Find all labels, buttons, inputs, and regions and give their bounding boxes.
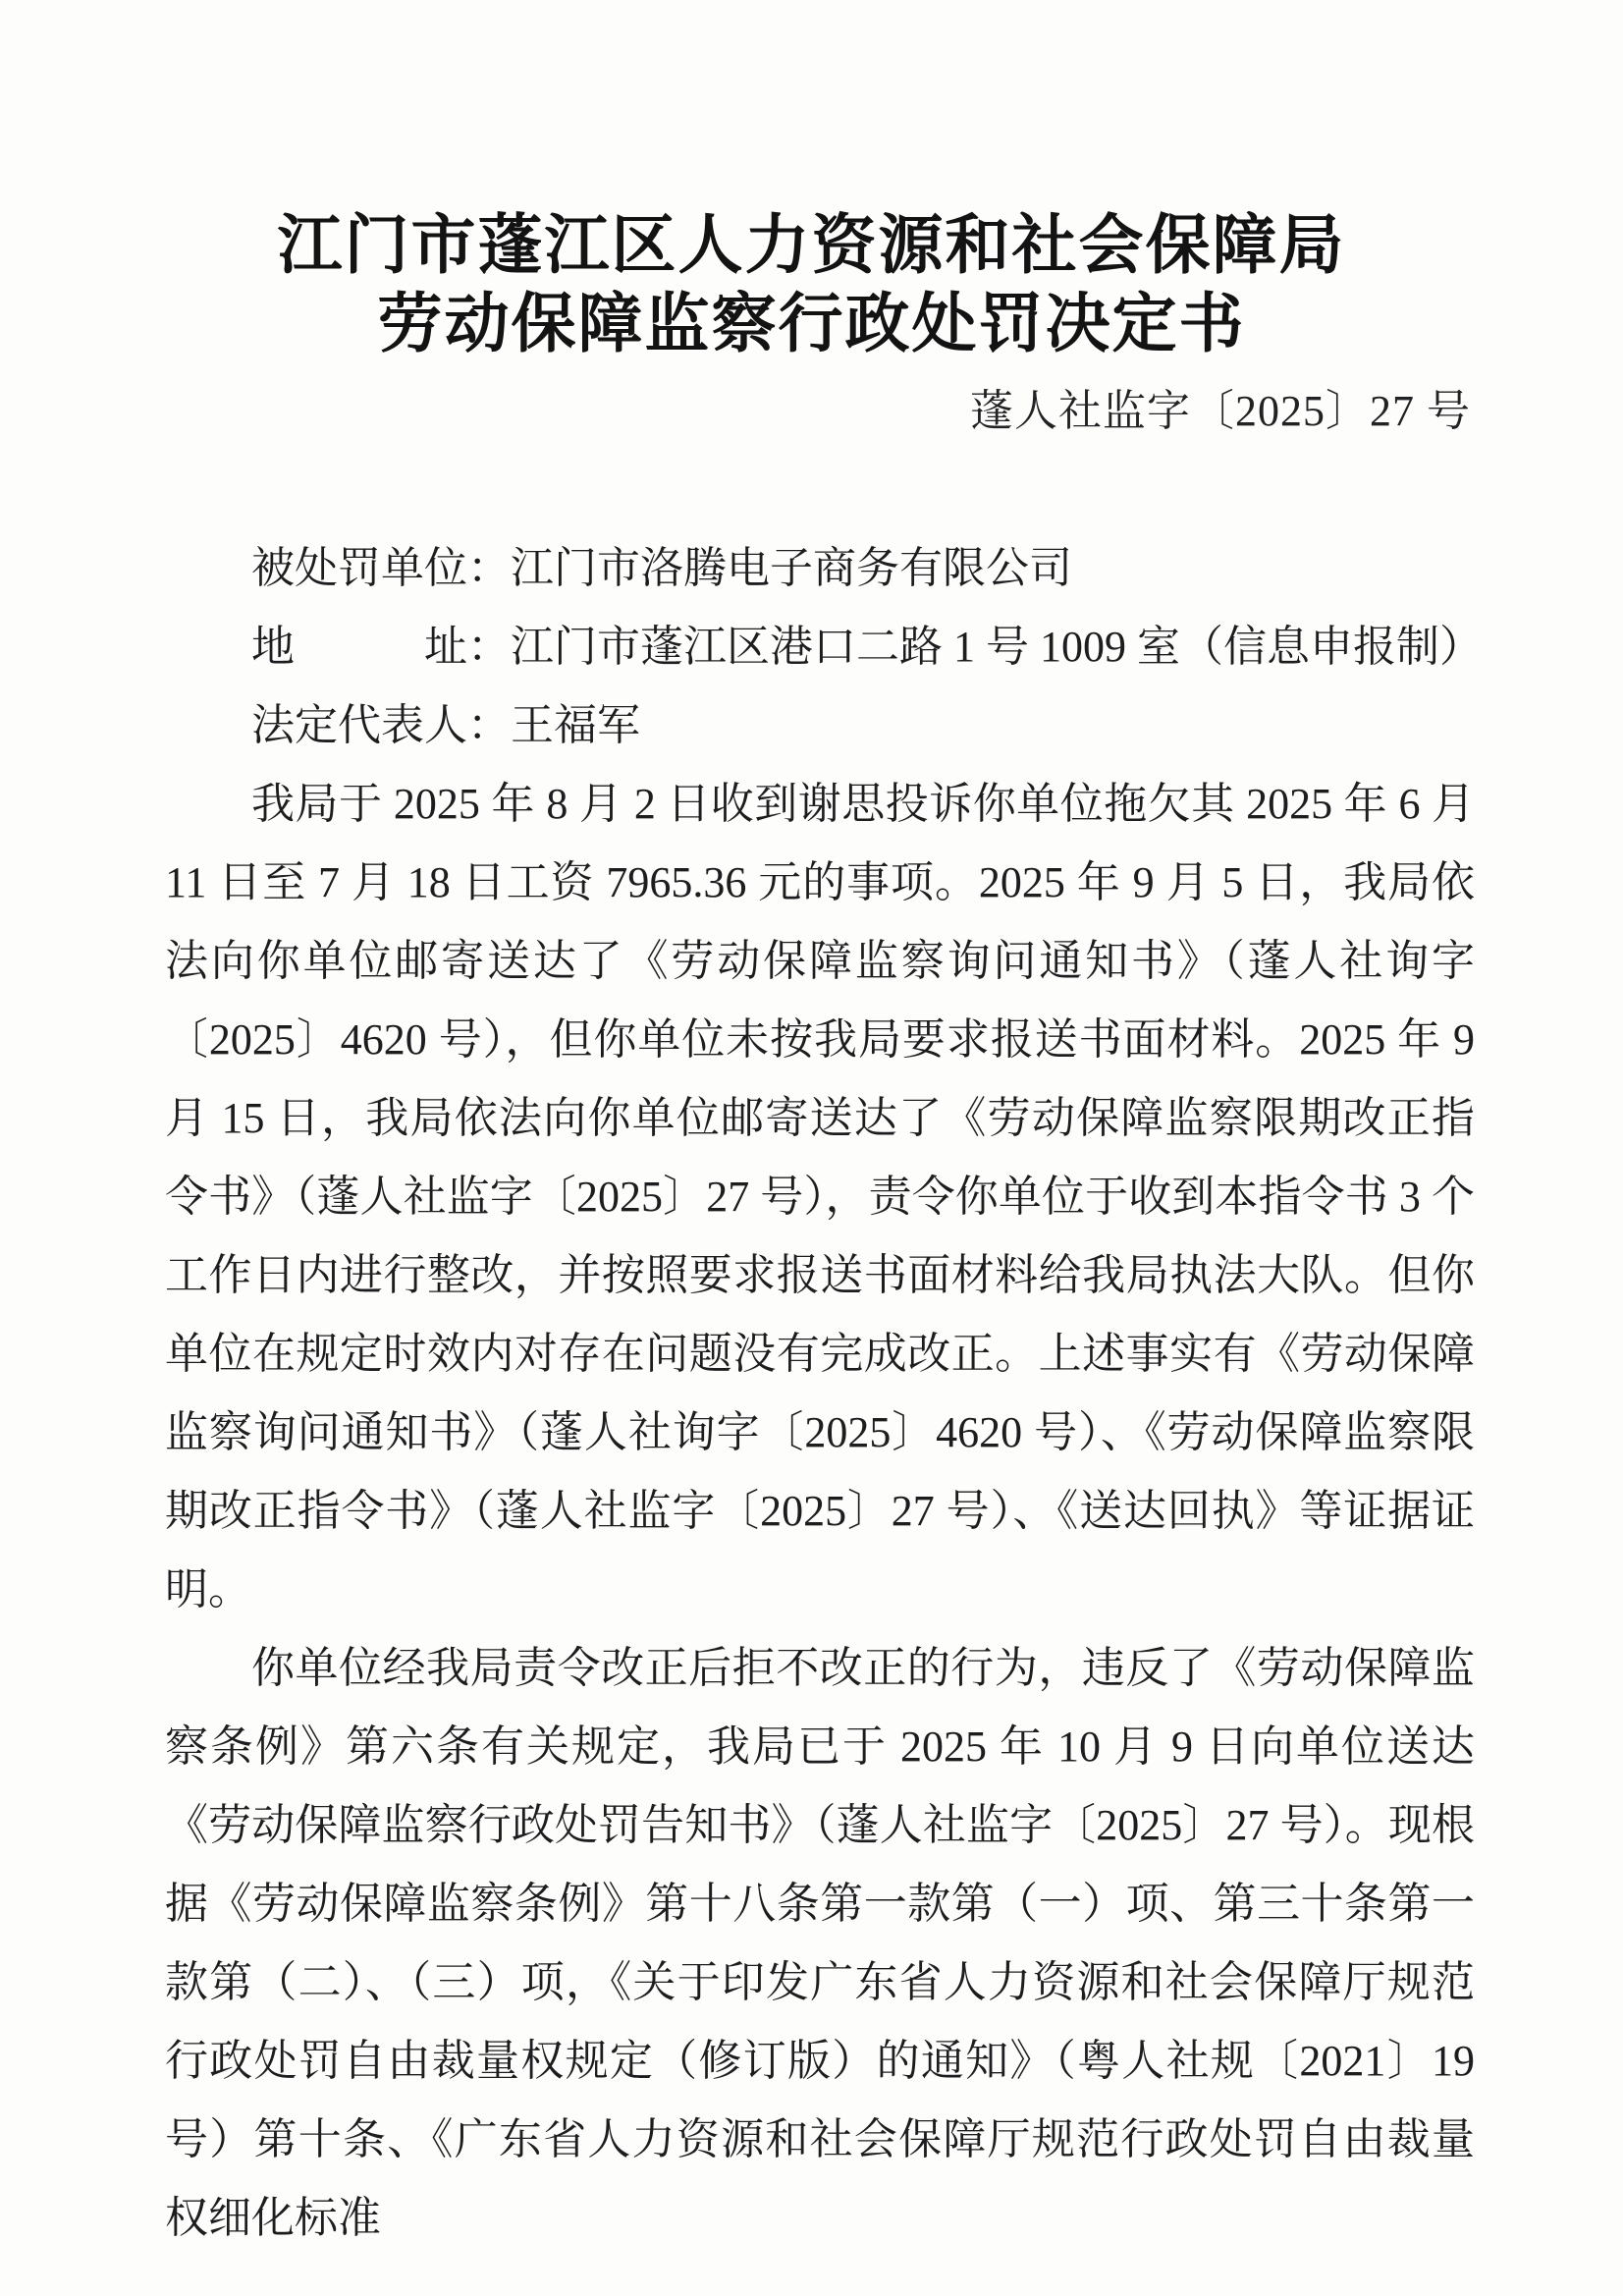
field-punished-unit [165,529,1475,608]
document-reference-number: 蓬人社监字〔2025〕27 号 [970,387,1471,435]
field-punished-unit-value: 江门市洛腾电子商务有限公司 [511,544,1072,592]
paragraph-case-facts: 我局于 2025 年 8 月 2 日收到谢思投诉你单位拖欠其 2025 年 6 月 11 日至 7 月 18 日工资 7965.36 元的事项。2025 年 9 月 5 日，我局依法向你单位邮寄送达了《劳动保障监察询问通知书》（蓬人社询字〔2025〕4620 号），但你单位未按我局要求报送书面材料。2025 年 9 月 15 日，我局依法向你单位邮寄送达了《劳动保障监察限期改正指令书》（蓬人社监字〔2025〕27 号），责令你单位于收到本指令书 3 个工作日内进行整改，并按照要求报送书面材料给我局执法大队。但你单位在规定时效内对存在问题没有完成改正。上述事实有《劳动保障监察询问通知书》（蓬人社询字〔2025〕4620 号）、《劳动保障监察限期改正指令书》（蓬人社监字〔2025〕27 号）、《送达回执》等证据证明。 [165,780,1475,1613]
paragraph-legal-basis: 你单位经我局责令改正后拒不改正的行为，违反了《劳动保障监察条例》第六条有关规定，我局已于 2025 年 10 月 9 日向单位送达《劳动保障监察行政处罚告知书》（蓬人社监字〔2025〕27 号）。现根据《劳动保障监察条例》第十八条第一款第（一）项、第三十条第一款第（二）、（三）项，《关于印发广东省人力资源和社会保障厅规范行政处罚自由裁量权规定（修订版）的通知》（粤人社规〔2021〕19 号）第十条、《广东省人力资源和社会保障厅规范行政处罚自由裁量权细化标准 [165,1644,1475,2242]
document-title-line-2: 劳动保障监察行政处罚决定书 [377,287,1246,359]
field-legal-representative-value: 王福军 [511,701,640,749]
field-legal-representative-label: 法定代表人： [251,701,511,749]
field-address [165,608,1483,686]
field-address-value: 江门市蓬江区港口二路 1 号 1009 室（信息申报制） [511,623,1483,671]
document-title-line-1: 江门市蓬江区人力资源和社会保障局 [277,208,1346,281]
field-legal-representative [165,686,1475,765]
field-address-label: 地 址： [251,623,511,671]
document-title [0,0,1623,362]
document-body [165,529,1483,2258]
field-punished-unit-label: 被处罚单位： [251,544,511,592]
